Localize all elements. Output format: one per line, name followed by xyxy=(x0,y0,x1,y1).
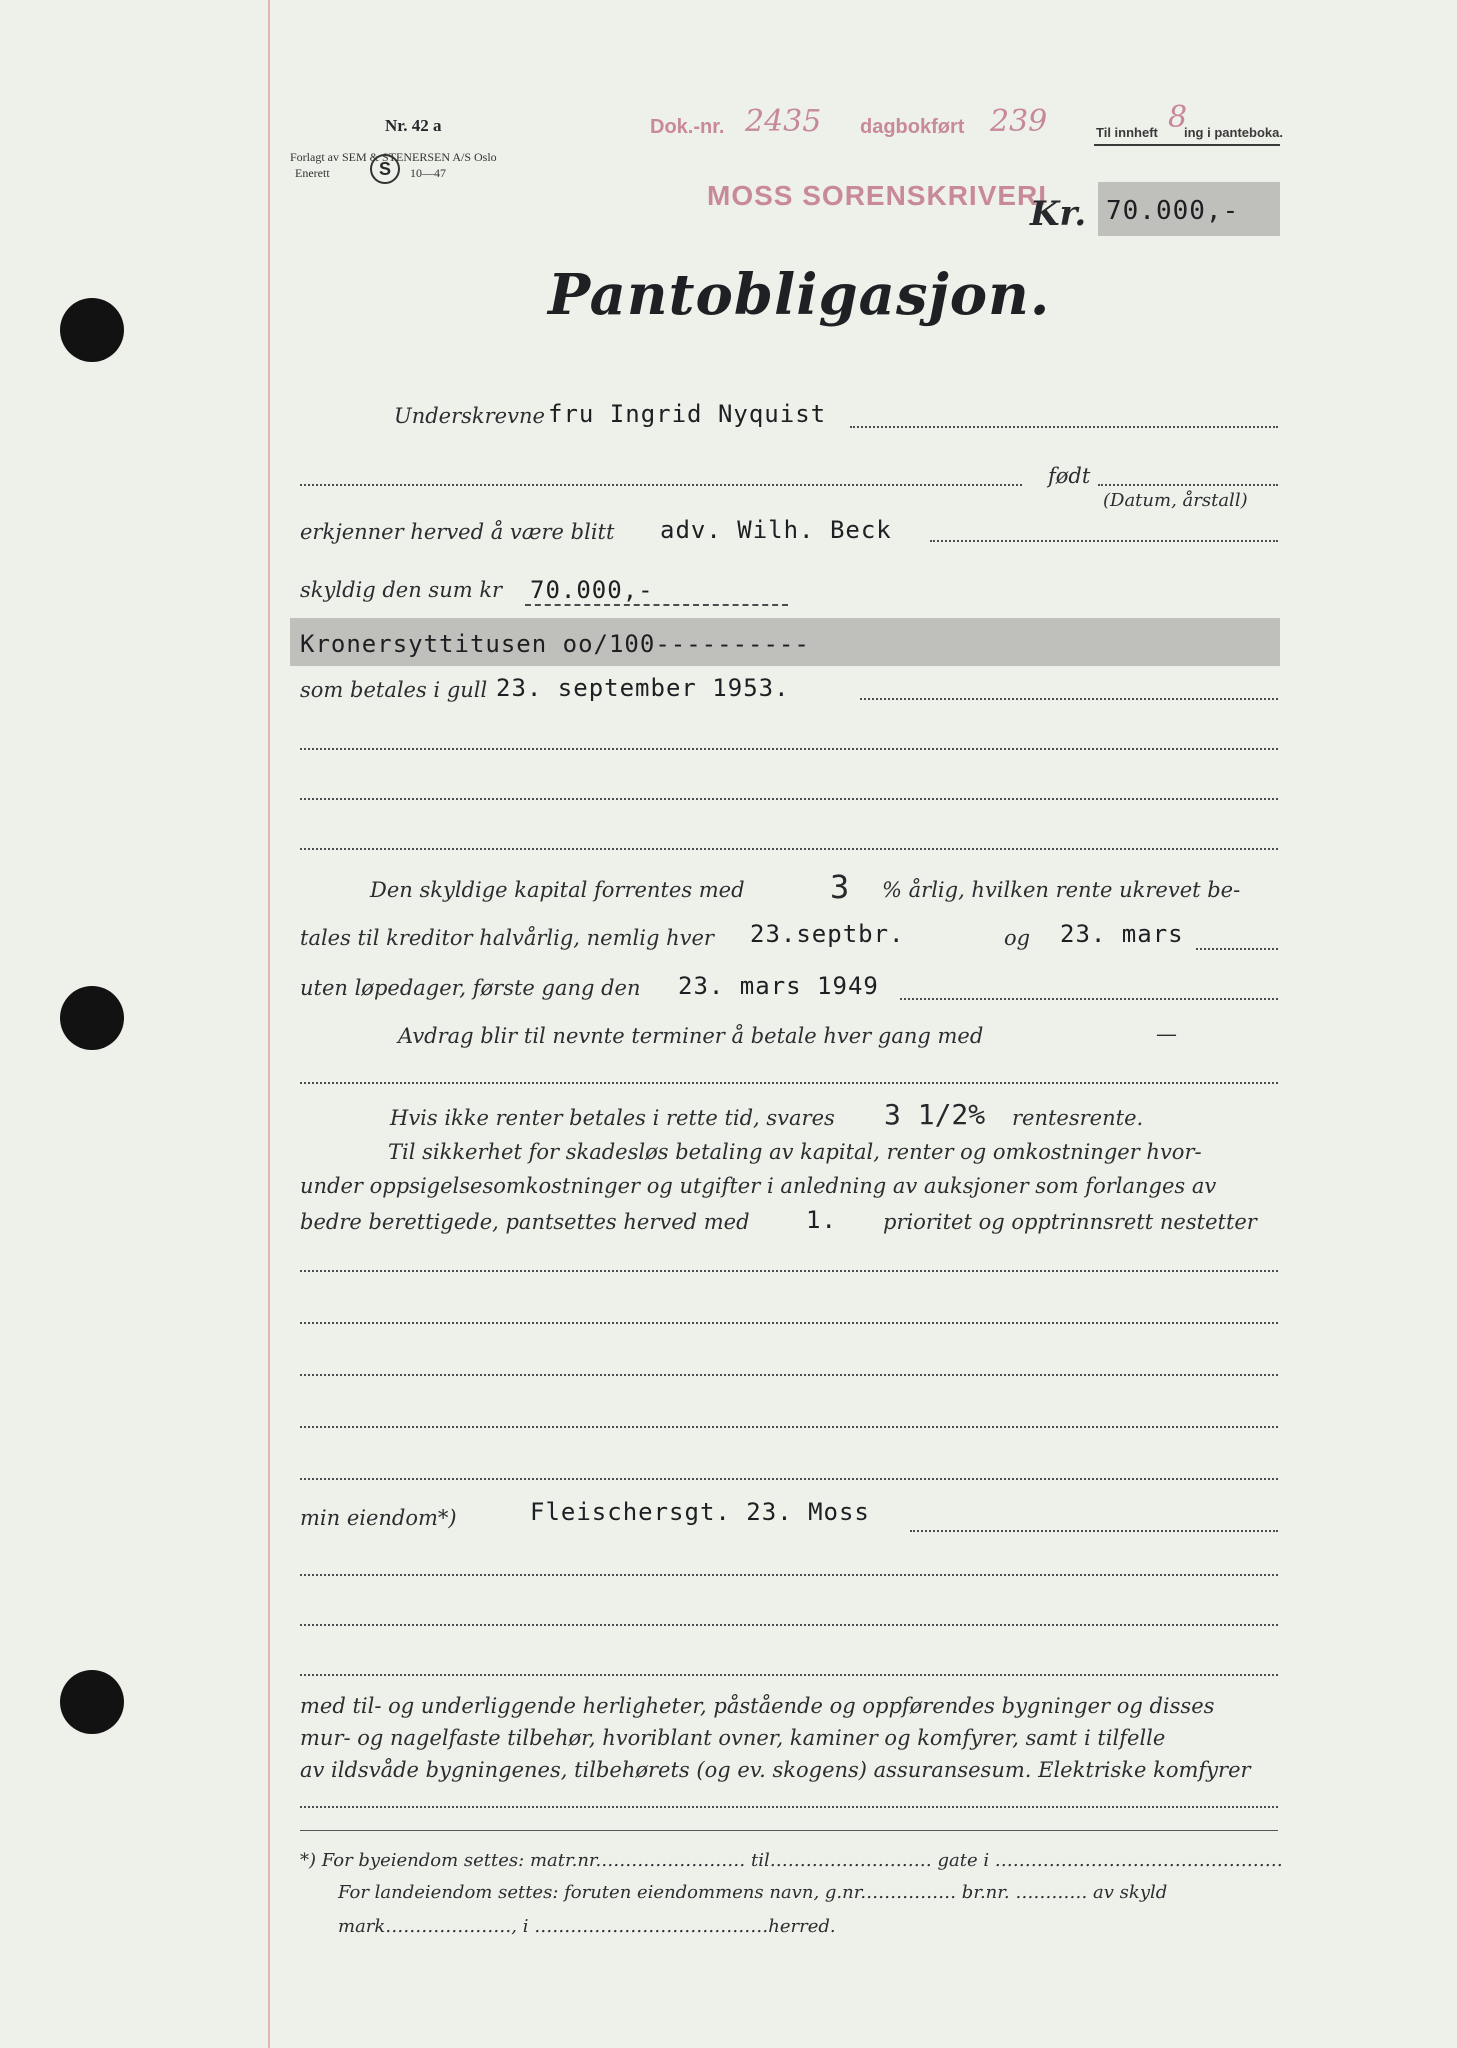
document-title: Pantobligasjon. xyxy=(548,262,1051,328)
punch-hole-bottom xyxy=(60,1670,124,1734)
publisher-code: 10—47 xyxy=(410,166,446,180)
payable-dotline xyxy=(1196,948,1278,950)
acknowledge-label: erkjenner herved å være blitt xyxy=(300,520,615,544)
avdrag-dotline xyxy=(300,1082,1278,1084)
born-dotline xyxy=(300,484,1022,486)
undersigned-label: Underskrevne xyxy=(394,404,545,428)
born-hint: (Datum, årstall) xyxy=(1103,490,1248,511)
blank-line-4 xyxy=(300,1270,1278,1272)
born-dotline-2 xyxy=(1098,484,1278,486)
penalty-label-2: rentesrente. xyxy=(1012,1106,1144,1130)
kr-label: Kr. xyxy=(1030,194,1087,234)
blank-line-6 xyxy=(300,1374,1278,1376)
interest-label-2: % årlig, hvilken rente ukrevet be- xyxy=(882,878,1241,902)
stamp-til-label: Til innheft xyxy=(1096,125,1158,140)
footnote-line-3: mark…………………, i …………………………………herred. xyxy=(338,1916,836,1937)
stamp-underline xyxy=(1094,144,1280,146)
publisher-enerett: Enerett xyxy=(295,166,330,180)
blank-line-7 xyxy=(300,1426,1278,1428)
punch-hole-middle xyxy=(60,986,124,1050)
security-line-2: under oppsigelsesomkostninger og utgifter i anledning av auksjoner som forlanges av xyxy=(300,1174,1217,1198)
dagbok-number: 239 xyxy=(990,104,1048,139)
penalty-label-1: Hvis ikke renter betales i rette tid, svares xyxy=(390,1106,835,1130)
sum-value: 70.000,- xyxy=(530,576,654,604)
dok-number: 2435 xyxy=(745,104,822,139)
first-date: 23. mars 1949 xyxy=(678,972,879,1000)
blank-line-9 xyxy=(300,1574,1278,1576)
margin-line xyxy=(268,0,270,2048)
first-dotline xyxy=(900,998,1278,1000)
punch-hole-top xyxy=(60,298,124,362)
security-line-3a: bedre berettigede, pantsettes herved med xyxy=(300,1210,750,1234)
sum-words: Kronersyttitusen oo/100---------- xyxy=(300,630,810,658)
creditor-dotline xyxy=(930,540,1278,542)
footnote-line-2: For landeiendom settes: foruten eiendommens navn, g.nr.…………… br.nr. ………… av skyld xyxy=(338,1882,1168,1903)
sum-underline xyxy=(525,604,788,606)
security-line-3b: prioritet og opptrinnsrett nestetter xyxy=(883,1210,1257,1234)
interest-rate: 3 xyxy=(830,868,850,906)
payable-label-1: tales til kreditor halvårlig, nemlig hver xyxy=(300,926,714,950)
undersigned-value: fru Ingrid Nyquist xyxy=(548,400,827,428)
first-label: uten løpedager, første gang den xyxy=(300,976,641,1000)
property-label: min eiendom*) xyxy=(300,1506,457,1530)
due-date: 23. september 1953. xyxy=(496,674,790,702)
stamp-til-rest: ing i panteboka. xyxy=(1184,125,1283,140)
footnote-line-1: *) For byeiendom settes: matr.nr.…………………… til……………………… gate i ………………………………………… xyxy=(300,1850,1283,1871)
property-value: Fleischersgt. 23. Moss xyxy=(530,1498,870,1526)
blank-line-2 xyxy=(300,798,1278,800)
publisher-logo: S xyxy=(370,154,400,184)
property-dotline xyxy=(910,1530,1278,1532)
penalty-rate: 3 1/2% xyxy=(884,1098,986,1131)
priority-value: 1. xyxy=(806,1206,837,1234)
blank-line-12 xyxy=(300,1806,1278,1808)
blank-line-10 xyxy=(300,1624,1278,1626)
security-line-1: Til sikkerhet for skadesløs betaling av kapital, renter og omkostninger hvor- xyxy=(388,1140,1202,1164)
owing-label: skyldig den sum kr xyxy=(300,578,503,602)
blank-line-11 xyxy=(300,1674,1278,1676)
creditor-value: adv. Wilh. Beck xyxy=(660,516,892,544)
paid-label: som betales i gull xyxy=(300,678,488,702)
publisher-line: Forlagt av SEM & STENERSEN A/S Oslo xyxy=(290,150,497,164)
payable-and: og xyxy=(1004,926,1031,950)
blank-line-3 xyxy=(300,848,1278,850)
interest-label-1: Den skyldige kapital forrentes med xyxy=(370,878,745,902)
blank-line-8 xyxy=(300,1478,1278,1480)
footnote-separator xyxy=(300,1830,1278,1831)
undersigned-dotline xyxy=(850,426,1278,428)
stamp-dagbokfort-label: dagbokført xyxy=(860,116,965,138)
stamp-office: MOSS SORENSKRIVERI xyxy=(707,180,1048,211)
avdrag-text: Avdrag blir til nevnte terminer å betale hver gang med xyxy=(398,1024,984,1048)
stamp-dok-label: Dok.-nr. xyxy=(650,116,725,138)
stamp-til-number: 8 xyxy=(1168,100,1188,135)
born-label: født xyxy=(1048,464,1091,488)
closing-line-2: mur- og nagelfaste tilbehør, hvoriblant ovner, kaminer og komfyrer, samt i tilfelle xyxy=(300,1726,1166,1750)
form-number: Nr. 42 a xyxy=(385,116,442,135)
avdrag-value: — xyxy=(1156,1022,1177,1046)
closing-line-3: av ildsvåde bygningenes, tilbehørets (og ev. skogens) assuransesum. Elektriske komfyrer xyxy=(300,1758,1251,1782)
payable-date-1: 23.septbr. xyxy=(750,920,905,948)
blank-line-5 xyxy=(300,1322,1278,1324)
blank-line-1 xyxy=(300,748,1278,750)
due-dotline xyxy=(860,698,1278,700)
closing-line-1: med til- og underliggende herligheter, påstående og oppførendes bygninger og disses xyxy=(300,1694,1215,1718)
payable-date-2: 23. mars xyxy=(1060,920,1184,948)
kr-amount: 70.000,- xyxy=(1106,196,1240,226)
